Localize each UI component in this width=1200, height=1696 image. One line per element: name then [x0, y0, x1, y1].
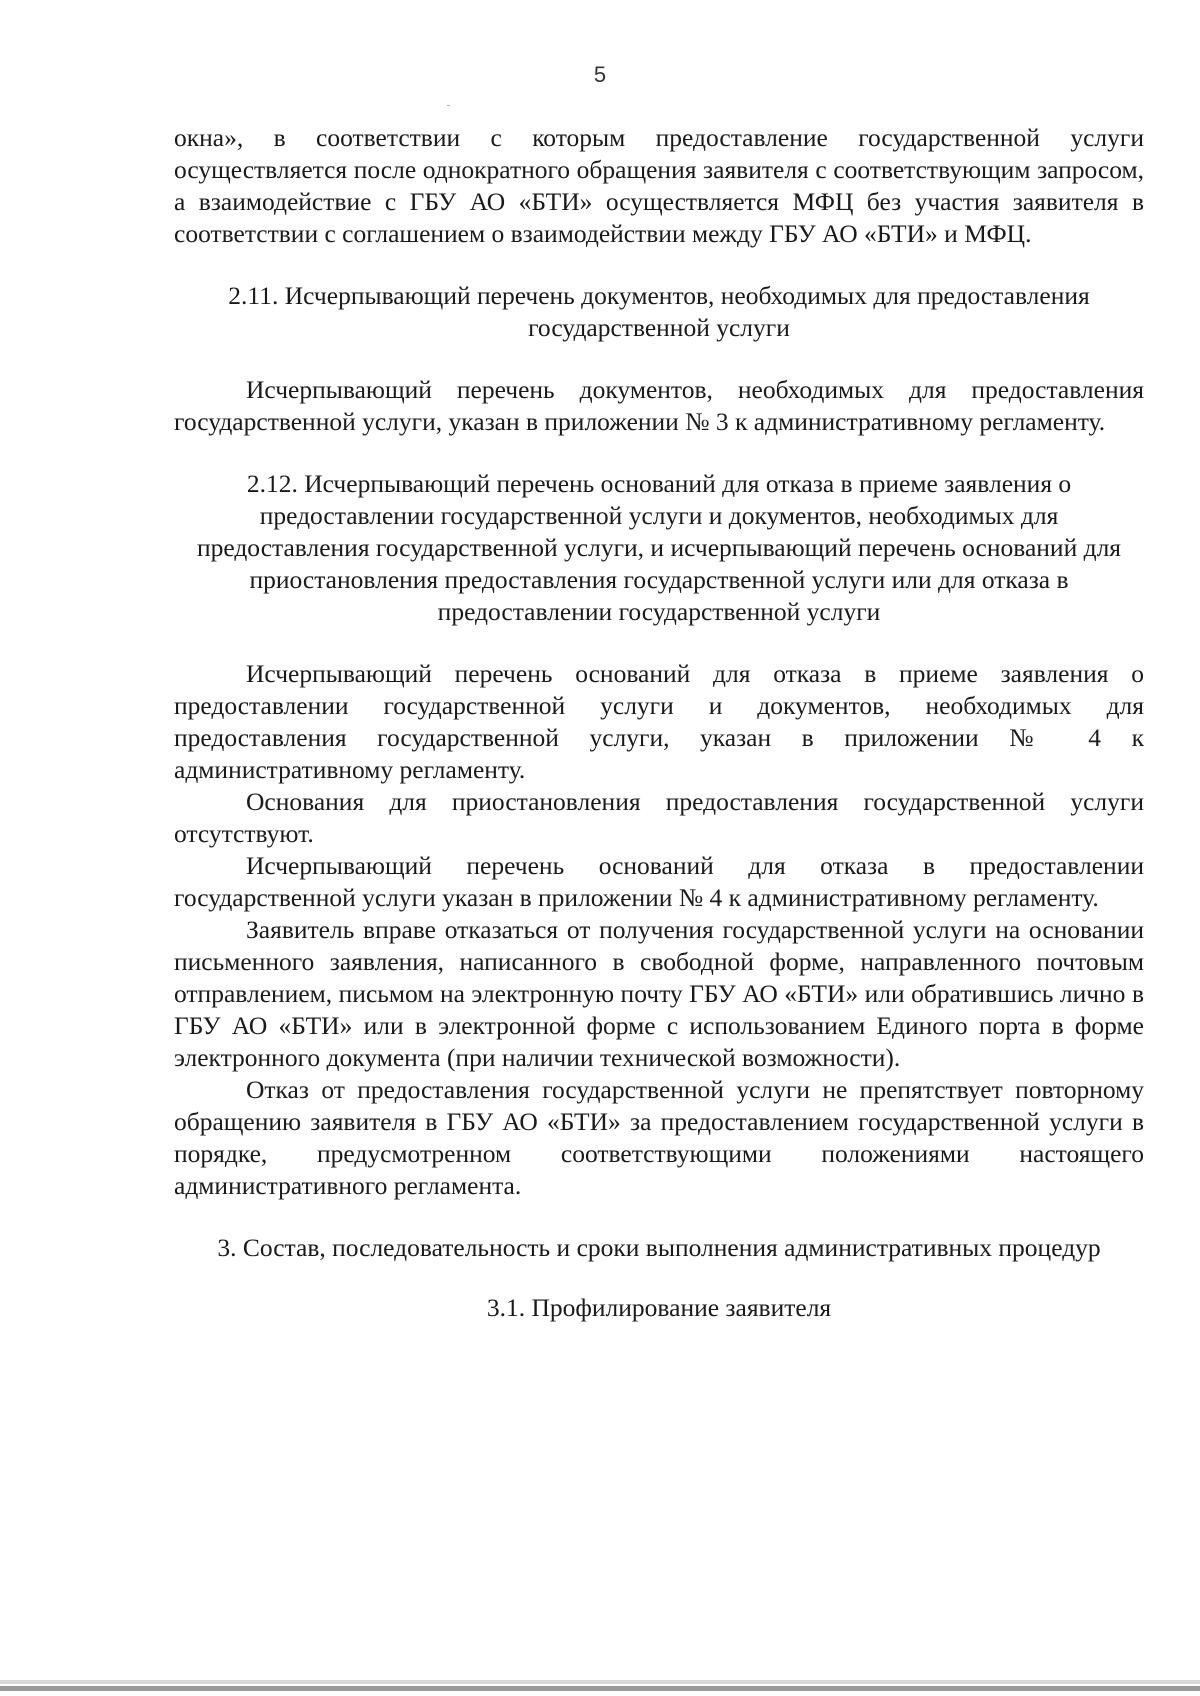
scan-speck	[447, 105, 450, 106]
paragraph-refusal-provision: Исчерпывающий перечень оснований для отказа в предоставлении государственной услуги указан в приложении № 4 к административному регламенту.	[174, 851, 1144, 912]
scan-bottom-edge	[0, 1686, 1200, 1691]
section-heading-3-1: 3.1. Профилирование заявителя	[486, 1293, 832, 1322]
section-heading-3: 3. Состав, последовательность и сроки выполнения административных процедур	[217, 1233, 1101, 1262]
paragraph-documents-list: Исчерпывающий перечень документов, необходимых для предоставления государственной услуги, указан в приложении № 3 к административному регламенту.	[174, 375, 1144, 436]
paragraph-refusal-grounds: Исчерпывающий перечень оснований для отказа в приеме заявления о предоставлении государственной услуги и документов, необходимых для предоставления государственной услуги, указан в приложении № 4 к административному регламенту.	[174, 659, 1144, 784]
paragraph-suspension-grounds: Основания для приостановления предоставления государственной услуги отсутствуют.	[174, 787, 1144, 848]
paragraph-repeat-application: Отказ от предоставления государственной услуги не препятствует повторному обращению заявителя в ГБУ АО «БТИ» за предоставлением государственной услуги в порядке, предусмотренном соответствующими положениями настоящего административного регламента.	[174, 1075, 1144, 1200]
section-heading-2-11: 2.11. Исчерпывающий перечень документов, необходимых для предоставления государственной услуги	[228, 281, 1090, 342]
page-number: 5	[593, 62, 607, 87]
paragraph-applicant-withdrawal: Заявитель вправе отказаться от получения государственной услуги на основании письменного заявления, написанного в свободной форме, направленного почтовым отправлением, письмом на электронную почту ГБУ АО «БТИ» или обратившись лично в ГБУ АО «БТИ» или в электронной форме с использованием Единого порта в форме электронного документа (при наличии технической возможности).	[174, 915, 1144, 1072]
document-body	[174, 122, 1144, 1324]
scan-edge-shadow	[0, 1680, 1200, 1684]
paragraph-continuation: окна», в соответствии с которым предоставление государственной услуги осуществляется после однократного обращения заявителя с соответствующим запросом, а взаимодействие с ГБУ АО «БТИ» осуществляется МФЦ без участия заявителя в соответствии с соглашением о взаимодействии между ГБУ АО «БТИ» и МФЦ.	[174, 123, 1144, 248]
section-heading-2-12: 2.12. Исчерпывающий перечень оснований для отказа в приеме заявления о предоставлении государственной услуги и документов, необходимых для предоставления государственной услуги, и исчерпывающий перечень оснований для приостановления предоставления государственной услуги или для отказа в предоставлении государственной услуги	[196, 469, 1122, 626]
